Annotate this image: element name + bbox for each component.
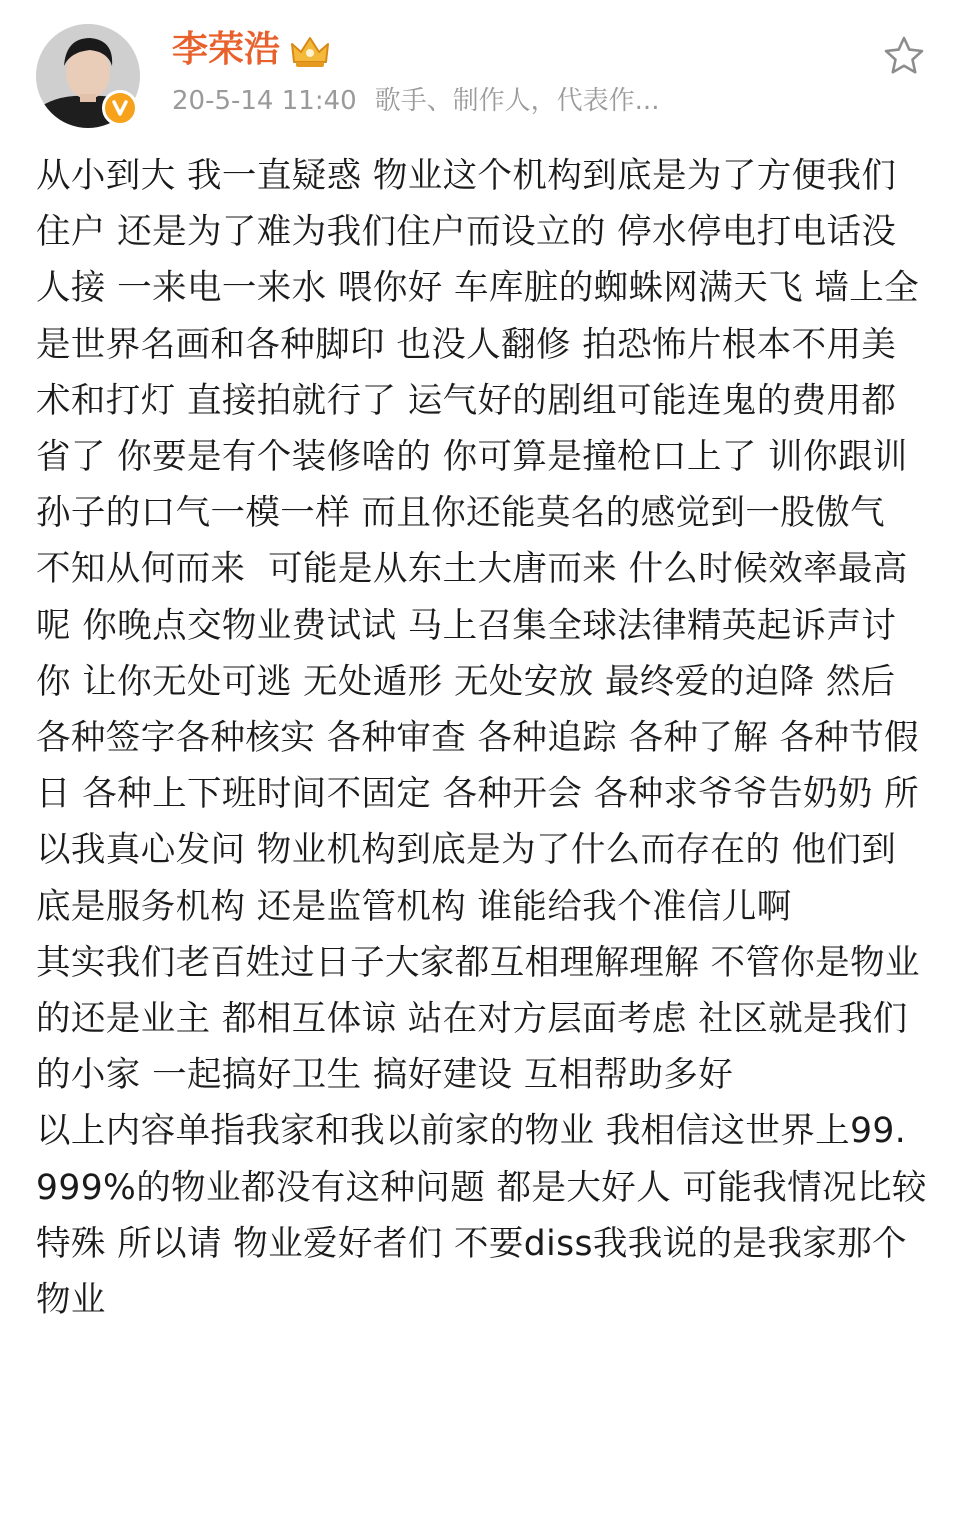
author-bio[interactable]: 歌手、制作人，代表作... — [374, 86, 660, 116]
post-paragraph-2: 其实我们老百姓过日子大家都互相理解理解 不管你是物业的还是业主 都相互体谅 站在对方层面考虑 社区就是我们的小家 一起搞好卫生 搞好建设 互相帮助多好 — [36, 942, 920, 1096]
vip-crown-icon[interactable] — [288, 32, 332, 70]
post-content — [36, 148, 928, 1328]
verified-v-icon — [102, 90, 138, 126]
username-link[interactable]: 李荣浩 — [172, 29, 281, 70]
post-meta — [172, 84, 659, 118]
star-outline-icon[interactable] — [882, 34, 926, 78]
post-header — [0, 0, 960, 140]
post-paragraph-3: 以上内容单指我家和我以前家的物业 我相信这世界上99.999%的物业都没有这种问题 都是大好人 可能我情况比较特殊 所以请 物业爱好者们 不要diss我我说的是我家那个物业 — [36, 1111, 927, 1321]
post-timestamp: 20-5-14 11:40 — [172, 86, 357, 116]
post-paragraph-1: 从小到大 我一直疑惑 物业这个机构到底是为了方便我们住户 还是为了难为我们住户而设立的 停水停电打电话没人接 一来电一来水 喂你好 车库脏的蜘蛛网满天飞 墙上全是世界名画和各种脚印 也没人翻修 拍恐怖片根本不用美术和打灯 直接拍就行了 运气好的剧组可能连鬼的费用都省了 你要是有个装修啥的 你可算是撞枪口上了 训你跟训孙子的口气一模一样 而且你还能莫名的感觉到一股傲气 不知从何而来 可能是从东土大唐而来 什么时候效率最高呢 你晚点交物业费试试 马上召集全球法律精英起诉声讨你 让你无处可逃 无处遁形 无处安放 最终爱的迫降 然后各种签字各种核实 各种审查 各种追踪 各种了解 各种节假日 各种上下班时间不固定 各种开会 各种求爷爷告奶奶 所以我真心发问 物业机构到底是为了什么而存在的 他们到底是服务机构 还是监管机构 谁能给我个准信儿啊 — [36, 156, 920, 927]
